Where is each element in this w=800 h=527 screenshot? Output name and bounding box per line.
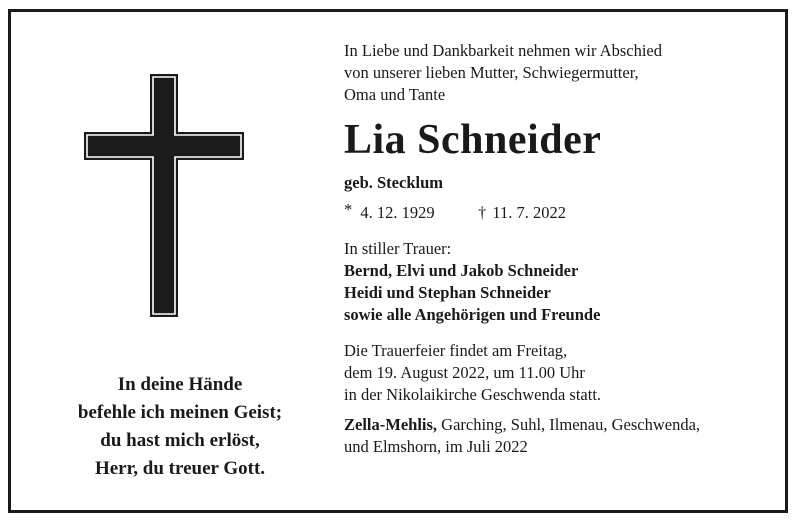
verse-line: In deine Hände [117, 374, 243, 395]
obituary-text [344, 40, 784, 458]
deceased-name: Lia Schneider [344, 117, 602, 163]
place-rest: Garching, Suhl, Ilmenau, Geschwenda, [437, 415, 701, 434]
verse-line: Herr, du treuer Gott. [94, 458, 266, 479]
death-date-group [478, 202, 566, 224]
mourner-line: sowie alle Angehörigen und Freunde [344, 305, 601, 324]
mourner-line: Bernd, Elvi und Jakob Schneider [344, 261, 579, 280]
funeral-line: Die Trauerfeier findet am Freitag, [344, 341, 568, 360]
mourner-line: Heidi und Stephan Schneider [344, 283, 551, 302]
place-line-2: und Elmshorn, im Juli 2022 [344, 437, 528, 456]
cross-icon [82, 73, 246, 318]
bible-verse [40, 371, 320, 483]
intro-line: von unserer lieben Mutter, Schwiegermutter, [344, 63, 639, 82]
birth-symbol: * [344, 200, 353, 219]
birth-date-group [344, 202, 435, 224]
mourners [344, 238, 784, 326]
death-date: 11. 7. 2022 [492, 203, 567, 222]
place-line [344, 414, 784, 436]
birth-date: 4. 12. 1929 [360, 203, 435, 222]
funeral-line: in der Nikolaikirche Geschwenda statt. [344, 385, 602, 404]
intro-line: In Liebe und Dankbarkeit nehmen wir Abschied [344, 41, 662, 60]
funeral-line: dem 19. August 2022, um 11.00 Uhr [344, 363, 585, 382]
verse-line: du hast mich erlöst, [100, 430, 260, 451]
mourners-heading: In stiller Trauer: [344, 239, 452, 258]
verse-line: befehle ich meinen Geist; [77, 402, 283, 423]
intro-text [344, 40, 784, 106]
maiden-name: geb. Stecklum [344, 173, 443, 192]
death-symbol: † [478, 203, 487, 222]
funeral-info [344, 340, 784, 406]
place-main: Zella-Mehlis, [344, 415, 438, 434]
place-and-date [344, 414, 784, 458]
life-dates [344, 202, 784, 224]
intro-line: Oma und Tante [344, 85, 446, 104]
